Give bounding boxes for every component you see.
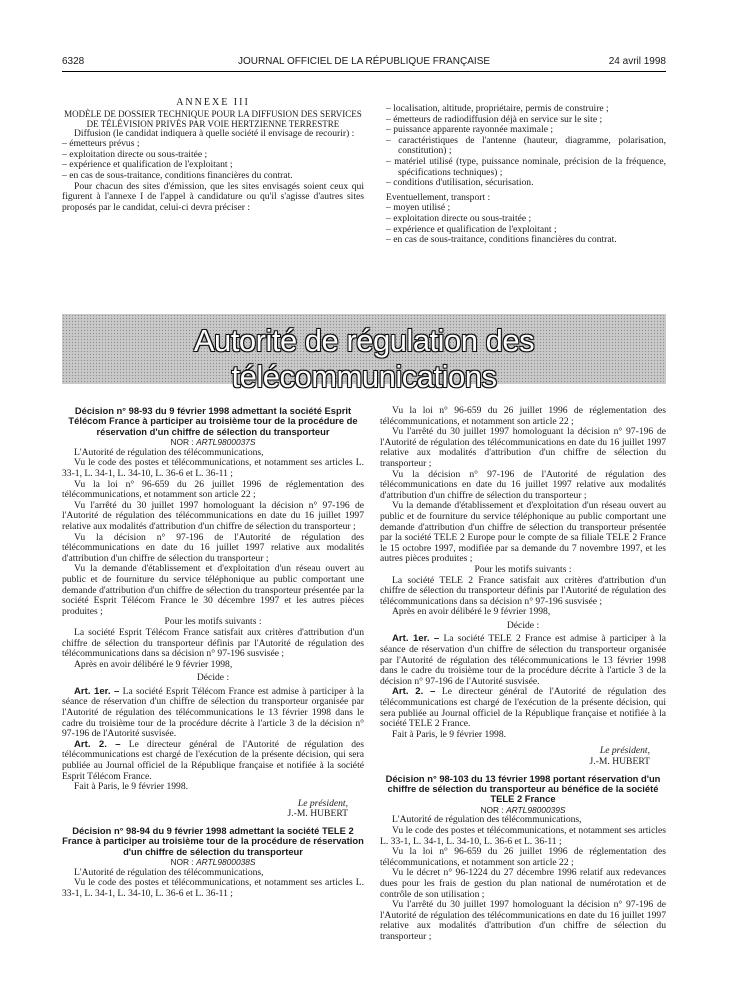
nor-code: ARTL9800037S	[196, 437, 256, 448]
article-label: Art. 2. –	[74, 738, 121, 750]
paragraph: Vu la demande d'établissement et d'exploitation d'un réseau ouvert au public et de fourniture du service téléphonique au public comportant une demande d'attribution d'un chiffre de sélection du transporteur présentée par la société Esprit Télécom France le 30 décembre 1997 et les autres pièces produites ;	[62, 563, 364, 617]
paragraph: Vu la loi n° 96-659 du 26 juillet 1996 de réglementation des télécommunications, et notamment son article 22 ;	[380, 405, 666, 427]
decision-title: Décision n° 98-103 du 13 février 1998 portant réservation d'un chiffre de sélection du transporteur au bénéfice de la société TELE 2 France	[385, 772, 661, 805]
motifs-heading: Pour les motifs suivants :	[474, 563, 572, 575]
list-item: – caractéristiques de l'antenne (hauteur, diagramme, polarisation, constitution) ;	[386, 134, 666, 157]
article-text: Le directeur général de l'Autorité de régulation des télécommunications est chargé de l'exécution de la présente décision, qui sera publiée au Journal officiel de la République française et notifiée à la société Esprit Télécom France.	[62, 738, 364, 782]
nor-label: NOR :	[480, 804, 504, 815]
paragraph: La société TELE 2 France satisfait aux critères d'attribution d'un chiffre de sélection du transporteur définis par l'Autorité de régulation des télécommunications dans sa décision n° 97-196 susvisée ;	[380, 574, 666, 607]
decision-title: Décision n° 98-94 du 9 février 1998 admettant la société TELE 2 France à participer au troisième tour de la procédure de réservation d'un chiffre de sélection du transporteur	[62, 825, 364, 857]
paragraph: Vu la demande d'établissement et d'exploitation d'un réseau ouvert au public et de fourniture du service téléphonique au public comportant une demande d'attribution d'un chiffre de sélection du transporteur présentée par la société TELE 2 Europe pour le compte de sa filiale TELE 2 France le 15 octobre 1997, modifiée par sa demande du 7 novembre 1997, et les autres pièces produites ;	[380, 500, 666, 565]
list-item: – moyen utilisé ;	[386, 202, 451, 214]
paragraph: Vu le code des postes et télécommunications, et notamment ses articles L. 33-1, L. 34-1, L. 34-10, L. 36-6 et L. 36-11 ;	[380, 825, 666, 847]
decision-title: Décision n° 98-93 du 9 février 1998 admettant la société Esprit Télécom France à participer au troisième tour de la procédure de réservation d'un chiffre de sélection du transporteur	[68, 405, 358, 437]
motifs-heading: Pour les motifs suivants :	[164, 616, 262, 628]
left-column	[62, 406, 364, 900]
signatory-name: J.-M. HUBERT	[589, 756, 650, 767]
paragraph: Vu le décret n° 96-1224 du 27 décembre 1996 relatif aux redevances dues pour les frais de gestion du plan national de numérotation et de contrôle de son utilisation ;	[380, 867, 666, 900]
decide-heading: Décide :	[506, 619, 540, 631]
article-text: La société Esprit Télécom France est admise à participer à la séance de réservation d'un chiffre de sélection du transporteur organisée par l'Autorité de régulation des télécommunications le 13 février 1998 dans le cadre du troisième tour de la procédure décrite à l'article 3 de la décision n° 97-196 de l'Autorité susvisée.	[62, 685, 364, 740]
paragraph: Vu l'arrêté du 30 juillet 1997 homologuant la décision n° 97-196 de l'Autorité de régulation des télécommunications en date du 16 juillet 1997 relative aux modalités d'attribution d'un chiffre de sélection du transporteur ;	[380, 426, 666, 469]
paragraph: Vu le code des postes et télécommunications, et notamment ses articles L. 33-1, L. 34-1, L. 34-10, L. 36-6 et L. 36-11 ;	[62, 877, 364, 899]
list-item: – en cas de sous-traitance, conditions financières du contrat.	[386, 234, 617, 246]
article-text: Le directeur général de l'Autorité de régulation des télécommunications est chargé de l'exécution de la présente décision, qui sera publiée au Journal officiel de la République française et notifiée à la société TELE 2 France.	[380, 686, 666, 730]
list-item: – exploitation directe ou sous-traitée ;	[62, 148, 208, 160]
paragraph: Vu l'arrêté du 30 juillet 1997 homologuant la décision n° 97-196 de l'Autorité de régulation des télécommunications en date du 16 juillet 1997 relative aux modalités d'attribution d'un chiffre de sélection du transporteur ;	[380, 899, 666, 942]
list-item: – émetteurs de radiodiffusion déjà en service sur le site ;	[386, 113, 603, 125]
paragraph: L'Autorité de régulation des télécommunications,	[74, 446, 264, 458]
list-item: – expérience et qualification de l'exploitant ;	[386, 223, 557, 235]
paragraph: Après en avoir délibéré le 9 février 1998,	[74, 658, 233, 670]
list-item: – exploitation directe ou sous-traitée ;	[386, 212, 532, 224]
section-banner	[62, 314, 666, 394]
paragraph: Vu la loi n° 96-659 du 26 juillet 1996 de réglementation des télécommunications, et notamment son article 22 ;	[380, 846, 666, 868]
paragraph: Vu l'arrêté du 30 juillet 1997 homologuant la décision n° 97-196 de l'Autorité de régulation des télécommunications en date du 16 juillet 1997 relative aux modalités d'attribution d'un chiffre de sélection du transporteur ;	[62, 499, 364, 532]
annexe-subtitle: MODÈLE DE DOSSIER TECHNIQUE POUR LA DIFFUSION DES SERVICES DE TÉLÉVISION PRIVÉS PAR VOIE HERTZIENNE TERRESTRE	[64, 108, 362, 129]
paragraph: L'Autorité de régulation des télécommunications,	[74, 866, 264, 878]
transport-intro: Eventuellement, transport :	[386, 191, 491, 203]
section-banner-title: Autorité de régulation des télécommunications	[193, 323, 535, 394]
nor-label: NOR :	[170, 857, 194, 868]
journal-title: JOURNAL OFFICIEL DE LA RÉPUBLIQUE FRANÇAISE	[237, 56, 491, 67]
article-label: Art. 2. –	[392, 686, 436, 698]
annexe-left-column	[62, 98, 364, 213]
signatory-role: Le président,	[599, 745, 650, 757]
paragraph: Vu le code des postes et télécommunications, et notamment ses articles L. 33-1, L. 34-1, L. 34-10, L. 36-6 et L. 36-11 ;	[62, 457, 364, 479]
article-2	[380, 687, 666, 729]
right-column	[380, 406, 666, 943]
page-number: 6328	[62, 56, 85, 67]
signatory-role: Le président,	[297, 797, 348, 809]
list-item: – expérience et qualification de l'exploitant ;	[62, 159, 233, 171]
header-rule	[62, 71, 666, 72]
decide-heading: Décide :	[196, 672, 230, 684]
article-2	[62, 740, 364, 782]
annexe-paragraph: Pour chacun des sites d'émission, que les sites envisagés soient ceux qui figurent à l'annexe I de l'appel à candidature ou qu'il s'agisse d'autres sites proposés par le candidat, celui-ci devra préciser :	[62, 180, 364, 213]
nor-code: ARTL9800039S	[506, 804, 566, 815]
nor-code: ARTL9800038S	[196, 857, 256, 868]
annexe-intro: Diffusion (le candidat indiquera à quelle société il envisage de recourir) :	[74, 127, 355, 139]
list-item: – localisation, altitude, propriétaire, permis de construire ;	[386, 103, 609, 114]
article-label: Art. 1er. –	[74, 685, 120, 697]
paragraph: Vu la décision n° 97-196 de l'Autorité de régulation des télécommunications en date du 16 juillet 1997 relative aux modalités d'attribution d'un chiffre de sélection du transporteur ;	[380, 468, 666, 501]
list-item: – en cas de sous-traitance, conditions financières du contrat.	[62, 169, 293, 181]
annexe-right-column	[386, 104, 666, 246]
list-item: – conditions d'utilisation, sécurisation.	[386, 177, 534, 189]
paragraph: La société Esprit Télécom France satisfait aux critères d'attribution d'un chiffre de sélection du transporteur définis par l'Autorité de régulation des télécommunications dans sa décision n° 97-196 susvisée ;	[62, 626, 364, 660]
signatory-name: J.-M. HUBERT	[287, 808, 348, 820]
annexe-title: ANNEXE III	[176, 97, 250, 108]
paragraph: Vu la décision n° 97-196 de l'Autorité de régulation des télécommunications en date du 16 juillet 1997 relative aux modalités d'attribution d'un chiffre de sélection du transporteur ;	[62, 531, 364, 564]
paragraph: Après en avoir délibéré le 9 février 1998,	[392, 606, 551, 618]
issue-date: 24 avril 1998	[608, 56, 666, 67]
article-1	[62, 687, 364, 740]
nor-label: NOR :	[170, 437, 194, 448]
list-item: – émetteurs prévus ;	[62, 138, 140, 150]
list-item: – matériel utilisé (type, puissance nominale, précision de la fréquence, spécifications techniques) ;	[386, 155, 666, 178]
article-1	[380, 634, 666, 687]
paragraph: L'Autorité de régulation des télécommunications,	[392, 814, 582, 826]
signature-place-date: Fait à Paris, le 9 février 1998.	[392, 728, 507, 740]
signature-place-date: Fait à Paris, le 9 février 1998.	[74, 781, 189, 793]
article-label: Art. 1er. –	[392, 633, 440, 645]
page-header	[62, 56, 666, 70]
list-item: – puissance apparente rayonnée maximale ;	[386, 124, 554, 136]
paragraph: Vu la loi n° 96-659 du 26 juillet 1996 de réglementation des télécommunications, et notamment son article 22 ;	[62, 478, 364, 501]
article-text: La société TELE 2 France est admise à participer à la séance de réservation d'un chiffre de sélection du transporteur organisée par l'Autorité de régulation des télécommunications le 13 février 1998 dans le cadre du troisième tour de la procédure décrite à l'article 3 de la décision n° 97-196 de l'Autorité susvisée.	[380, 633, 667, 687]
